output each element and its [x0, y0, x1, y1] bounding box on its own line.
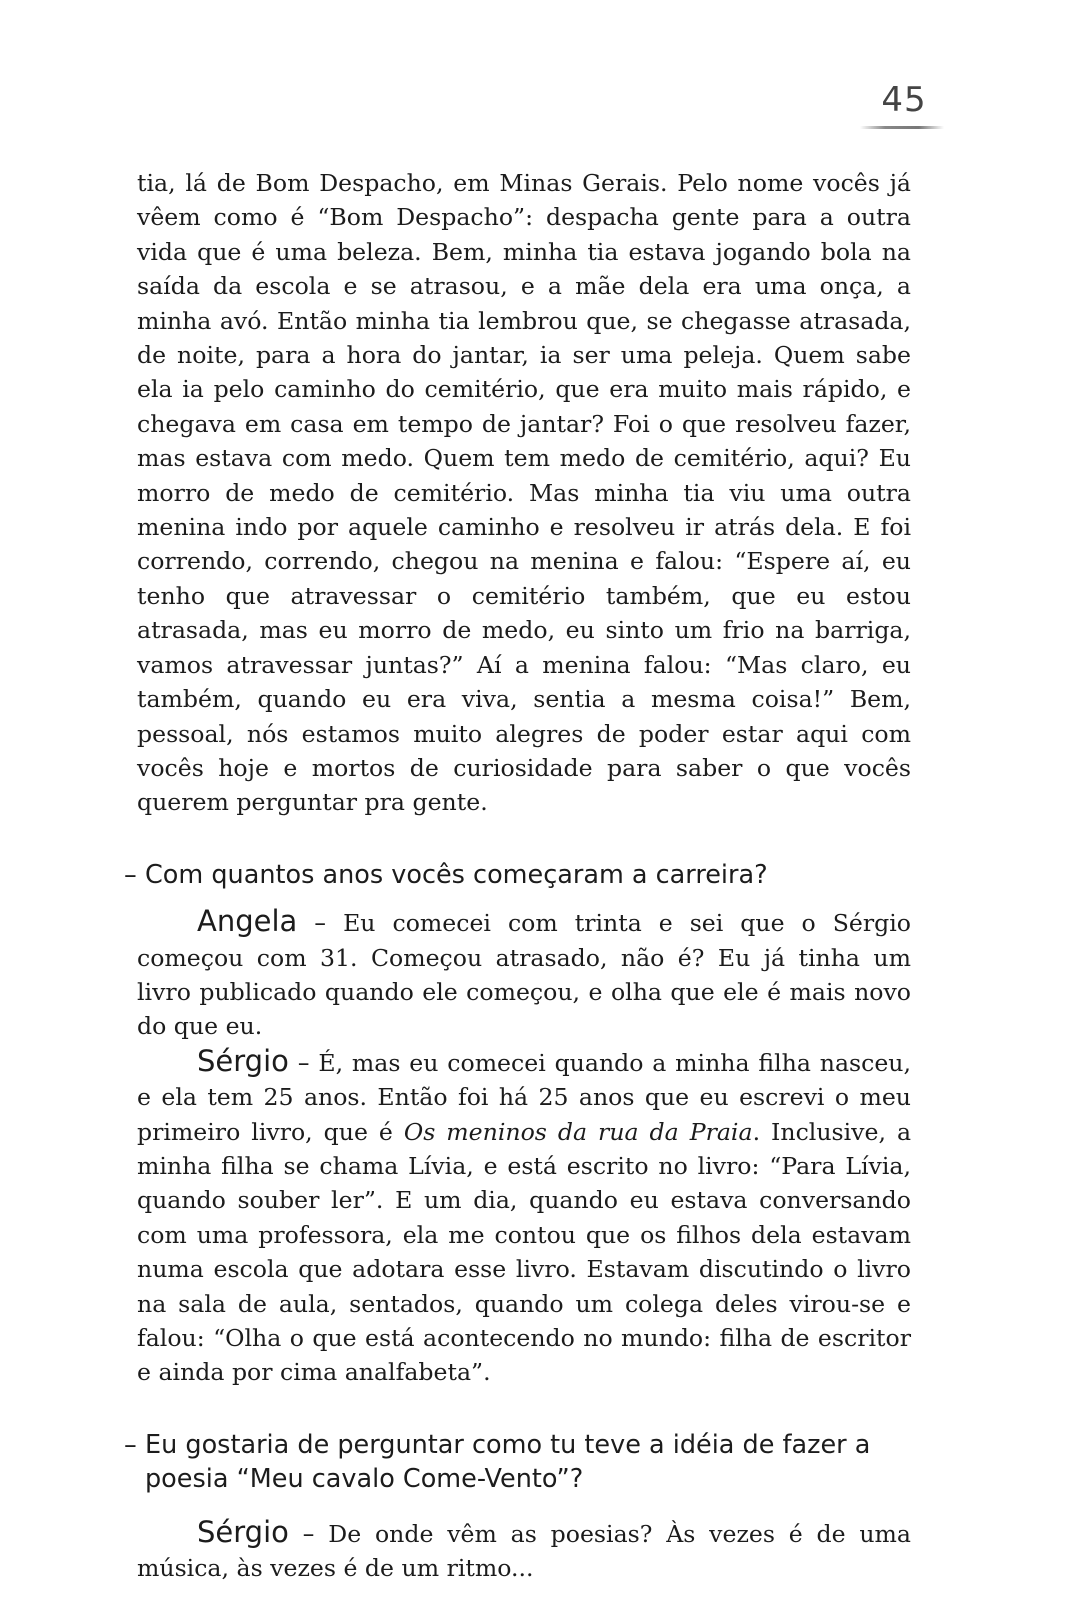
book-title: Os meninos da rua da Praia: [403, 1117, 753, 1146]
page-number-rule: [860, 126, 944, 129]
answer-sergio-1-text-after: . Inclusive, a minha filha se chama Lívia, e está escrito no livro: “Para Lívia, quando souber ler”. E um dia, quando eu estava conversando com uma professora, ela me contou que os filhos dela estavam numa escola que adotara esse livro. Estavam discutindo o livro na sala de aula, sentados, quando um colega deles virou-se e falou: “Olha o que está acontecendo no mundo: filha de escritor e ainda por cima analfabeta”.: [137, 1117, 912, 1387]
page-body: [124, 166, 912, 1585]
speaker-angela: Angela: [197, 904, 298, 939]
speaker-sergio: Sérgio: [197, 1514, 289, 1549]
question-2-text: Eu gostaria de perguntar como tu teve a idéia de fazer a poesia “Meu cavalo Come-Vento”?: [145, 1429, 871, 1495]
answer-separator: –: [297, 909, 344, 938]
question-2: [124, 1428, 898, 1497]
answer-sergio-2-text: De onde vêm as poesias? Às vezes é de uma música, às vezes é de um ritmo...: [137, 1519, 911, 1583]
question-1-text: Com quantos anos vocês começaram a carreira?: [145, 859, 768, 890]
answer-angela: [137, 904, 911, 1044]
answer-sergio-1: [137, 1044, 911, 1390]
page-number: 45: [881, 80, 927, 120]
question-1: [124, 858, 898, 892]
answer-sergio-2: [137, 1515, 911, 1586]
question-dash: –: [124, 1429, 137, 1460]
intro-paragraph: tia, lá de Bom Despacho, em Minas Gerais. Pelo nome vocês já vêem como é “Bom Despacho”: despacha gente para a outra vida que é uma beleza. Bem, minha tia estava jogando bola na saída da escola e se atrasou, e a mãe dela era uma onça, a minha avó. Então minha tia lembrou que, se chegasse atrasada, de noite, para a hora do jantar, ia ser uma peleja. Quem sabe ela ia pelo caminho do cemitério, que era muito mais rápido, e chegava em casa em tempo de jantar? Foi o que resolveu fazer, mas estava com medo. Quem tem medo de cemitério, aqui? Eu morro de medo de cemitério. Mas minha tia viu uma outra menina indo por aquele caminho e resolveu ir atrás dela. E foi correndo, correndo, chegou na menina e falou: “Espere aí, eu tenho que atravessar o cemitério também, que eu estou atrasada, mas eu morro de medo, eu sinto um frio na barriga, vamos atravessar juntas?” Aí a menina falou: “Mas claro, eu também, quando eu era viva, sentia a mesma coisa!” Bem, pessoal, nós estamos muito alegres de poder estar aqui com vocês hoje e mortos de curiosidade para saber o que vocês querem perguntar pra gente.: [137, 169, 911, 817]
answer-sergio-1-text-before: É, mas eu comecei quando a minha filha nasceu, e ela tem 25 anos. Então foi há 25 anos que eu escrevi o meu primeiro livro, que é: [137, 1048, 912, 1146]
answer-separator: –: [288, 1519, 329, 1548]
answer-separator: –: [288, 1048, 319, 1077]
answer-angela-text: Eu comecei com trinta e sei que o Sérgio começou com 31. Começou atrasado, não é? Eu já tinha um livro publicado quando ele começou, e olha que ele é mais novo do que eu.: [137, 909, 912, 1041]
question-dash: –: [124, 859, 137, 890]
speaker-sergio: Sérgio: [197, 1043, 289, 1078]
